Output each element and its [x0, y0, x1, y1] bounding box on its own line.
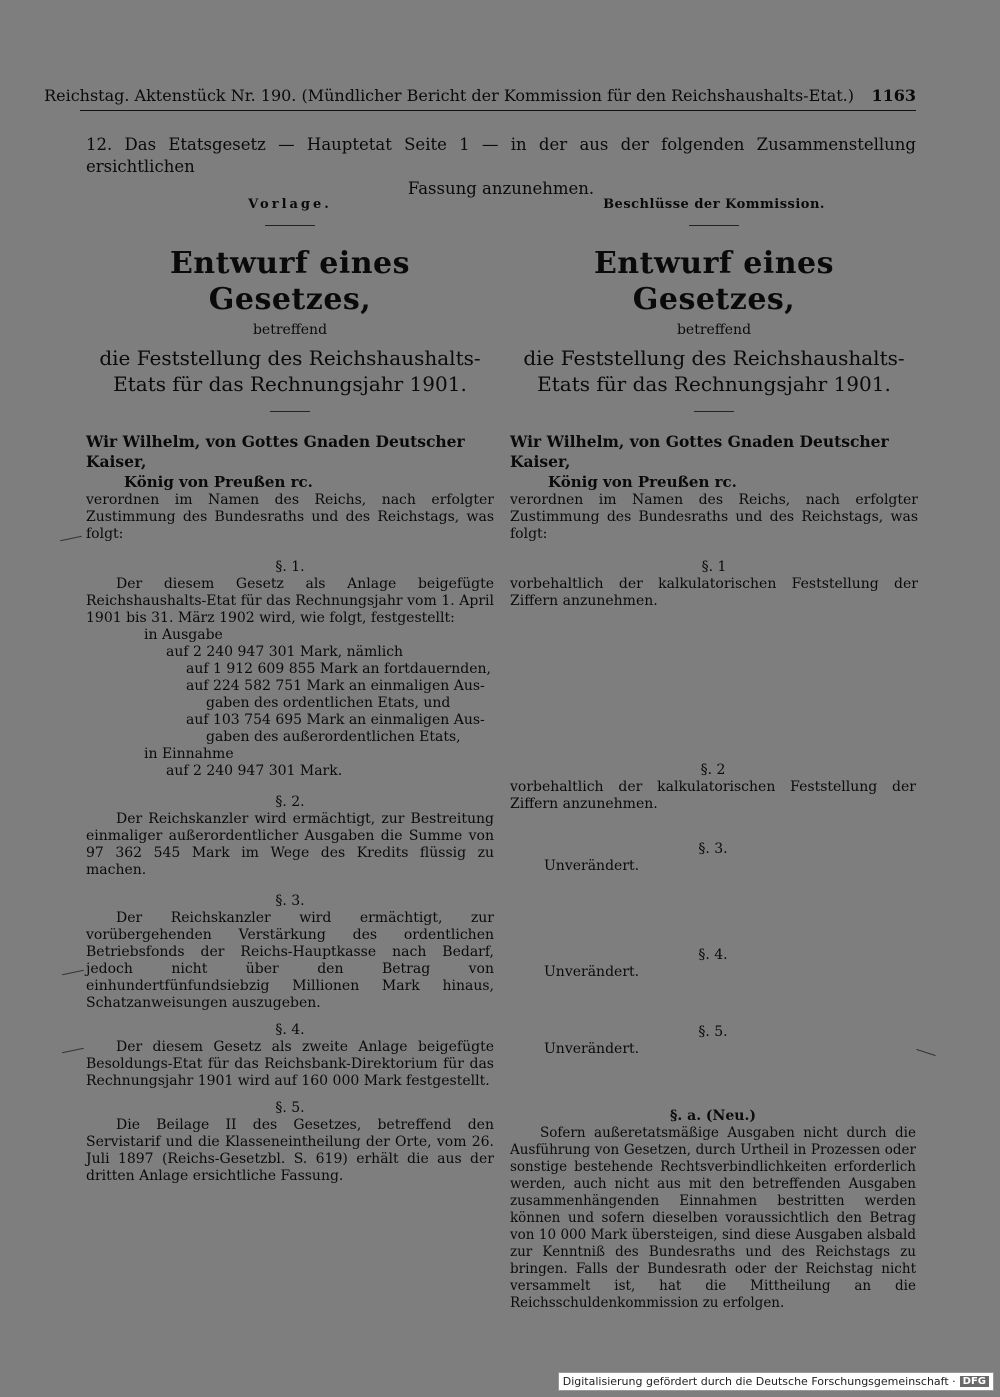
- right-p2-head: §. 2: [700, 762, 726, 778]
- left-p2-head: §. 2.: [275, 794, 305, 810]
- page-number: 1163: [871, 86, 916, 105]
- left-p1-item1: auf 1 912 609 855 Mark an fortdauernden,: [186, 661, 491, 677]
- left-p2-text: Der Reichskanzler wird ermächtigt, zur Bestreitung einmaliger außerordentlicher Ausgaben die Summe von 97 362 545 Mark im Wege des Kredits flüssig zu machen.: [86, 811, 494, 878]
- right-betreffend: betreffend: [676, 322, 752, 338]
- digitization-footer: [558, 1372, 994, 1391]
- left-preamble-2: König von Preußen rc.: [124, 473, 313, 491]
- right-p3-text: Unverändert.: [544, 858, 640, 874]
- right-preamble-2: König von Preußen rc.: [548, 473, 737, 491]
- left-p4-head: §. 4.: [275, 1022, 305, 1038]
- dfg-logo-icon: DFG: [960, 1376, 989, 1387]
- right-subject: die Feststellung des Reichshaushalts-Etats für das Rechnungsjahr 1901.: [523, 346, 905, 396]
- left-p3-text: Der Reichskanzler wird ermächtigt, zur vorübergehenden Verstärkung des ordentlichen Betriebsfonds der Reichs-Hauptkasse nach Bedarf, jedoch nicht über den Betrag von einhundertfünfundsiebzig Millionen Mark hinaus, Schatzanweisungen auszugeben.: [86, 910, 494, 1011]
- left-head-rule: [265, 225, 315, 226]
- left-betreffend: betreffend: [252, 322, 328, 338]
- left-p1-einnahme: in Einnahme: [144, 746, 234, 762]
- left-preamble-1: Wir Wilhelm, von Gottes Gnaden Deutscher Kaiser,: [86, 432, 465, 471]
- left-p1-item2a: auf 224 582 751 Mark an einmaligen Aus-: [186, 678, 485, 694]
- left-law-title: Entwurf eines Gesetzes,: [169, 246, 411, 317]
- right-column: [510, 196, 918, 610]
- margin-mark: [62, 970, 84, 976]
- left-p1-einnahme-sum: auf 2 240 947 301 Mark.: [166, 763, 343, 779]
- right-law-title: Entwurf eines Gesetzes,: [593, 246, 835, 317]
- right-p2-text: vorbehaltlich der kalkulatorischen Feststellung der Ziffern anzunehmen.: [510, 779, 916, 812]
- right-p4-text: Unverändert.: [544, 964, 640, 980]
- intro-line1: 12. Das Etatsgesetz — Hauptetat Seite 1 — in der aus der folgenden Zusammenstellung ersichtlichen: [86, 135, 916, 176]
- left-p4-text: Der diesem Gesetz als zweite Anlage beigefügte Besoldungs-Etat für das Reichsbank-Direktorium für das Rechnungsjahr 1901 wird auf 160 000 Mark festgestellt.: [86, 1039, 494, 1089]
- right-p5-head: §. 5.: [698, 1024, 728, 1040]
- right-subject-rule: [694, 411, 734, 412]
- right-p4: [510, 943, 916, 981]
- left-p1-item3b: gaben des außerordentlichen Etats,: [206, 729, 461, 745]
- left-p1-head: §. 1.: [275, 559, 305, 575]
- left-column-head: Vorlage.: [248, 197, 332, 212]
- left-subject-rule: [270, 411, 310, 412]
- right-column-head: Beschlüsse der Kommission.: [603, 197, 825, 212]
- left-p5-text: Die Beilage II des Gesetzes, betreffend den Servistarif und die Klasseneintheilung der Orte, vom 26. Juli 1897 (Reichs-Gesetzbl. S. 619) erhält die aus der dritten Anlage ersichtliche Fassung.: [86, 1117, 494, 1184]
- right-head-rule: [689, 225, 739, 226]
- right-p1-text: vorbehaltlich der kalkulatorischen Feststellung der Ziffern anzunehmen.: [510, 576, 918, 609]
- running-head: [44, 86, 916, 111]
- right-p5: [510, 1020, 916, 1058]
- left-preamble-3: verordnen im Namen des Reichs, nach erfolgter Zustimmung des Bundesraths und des Reichstags, was folgt:: [86, 492, 494, 542]
- right-p1-head: §. 1: [701, 559, 727, 575]
- left-column: [86, 196, 494, 1185]
- footer-text: Digitalisierung gefördert durch die Deutsche Forschungsgemeinschaft ·: [562, 1375, 956, 1388]
- left-p1-item2b: gaben des ordentlichen Etats, und: [206, 695, 451, 711]
- right-p5-text: Unverändert.: [544, 1041, 640, 1057]
- right-p3: [510, 837, 916, 875]
- left-p5-head: §. 5.: [275, 1100, 305, 1116]
- intro-line2: Fassung anzunehmen.: [407, 179, 595, 198]
- left-p1-ausgabe-sum: auf 2 240 947 301 Mark, nämlich: [166, 644, 404, 660]
- right-preamble-3: verordnen im Namen des Reichs, nach erfolgter Zustimmung des Bundesraths und des Reichstags, was folgt:: [510, 492, 918, 542]
- right-p2: [510, 758, 916, 813]
- right-p3-head: §. 3.: [698, 841, 728, 857]
- right-p4-head: §. 4.: [698, 947, 728, 963]
- right-pa-head: §. a. (Neu.): [670, 1108, 756, 1124]
- right-preamble-1: Wir Wilhelm, von Gottes Gnaden Deutscher Kaiser,: [510, 432, 889, 471]
- left-p1-text: Der diesem Gesetz als Anlage beigefügte Reichshaushalts-Etat für das Rechnungsjahr vom 1. April 1901 bis 31. März 1902 wird, wie folgt, festgestellt:: [86, 576, 494, 626]
- margin-mark: [60, 536, 82, 542]
- running-title: Reichstag. Aktenstück Nr. 190. (Mündlicher Bericht der Kommission für den Reichshaushalts-Etat.): [44, 86, 854, 105]
- left-subject: die Feststellung des Reichshaushalts-Etats für das Rechnungsjahr 1901.: [99, 346, 481, 396]
- margin-mark: [916, 1049, 935, 1056]
- right-pa: [510, 1104, 916, 1312]
- left-p3-head: §. 3.: [275, 893, 305, 909]
- left-p1-item3a: auf 103 754 695 Mark an einmaligen Aus-: [186, 712, 485, 728]
- right-pa-text: Sofern außeretatsmäßige Ausgaben nicht durch die Ausführung von Gesetzen, durch Urtheil in Prozessen oder sonstige bestehende Rechtsverbindlichkeiten erforderlich werden, auch nicht aus mit den betreffenden Ausgaben zusammenhängenden Einnahmen bestritten werden können und sofern dieselben voraussichtlich den Betrag von 10 000 Mark übersteigen, sind diese Ausgaben alsbald zur Kenntniß des Bundesraths und des Reichstags zu bringen. Falls der Bundesrath oder der Reichstag nicht versammelt ist, hat die Mittheilung an die Reichsschuldenkommission zu erfolgen.: [510, 1125, 916, 1311]
- left-p1-ausgabe: in Ausgabe: [144, 627, 223, 643]
- margin-mark: [62, 1048, 84, 1054]
- intro-paragraph: [86, 134, 916, 200]
